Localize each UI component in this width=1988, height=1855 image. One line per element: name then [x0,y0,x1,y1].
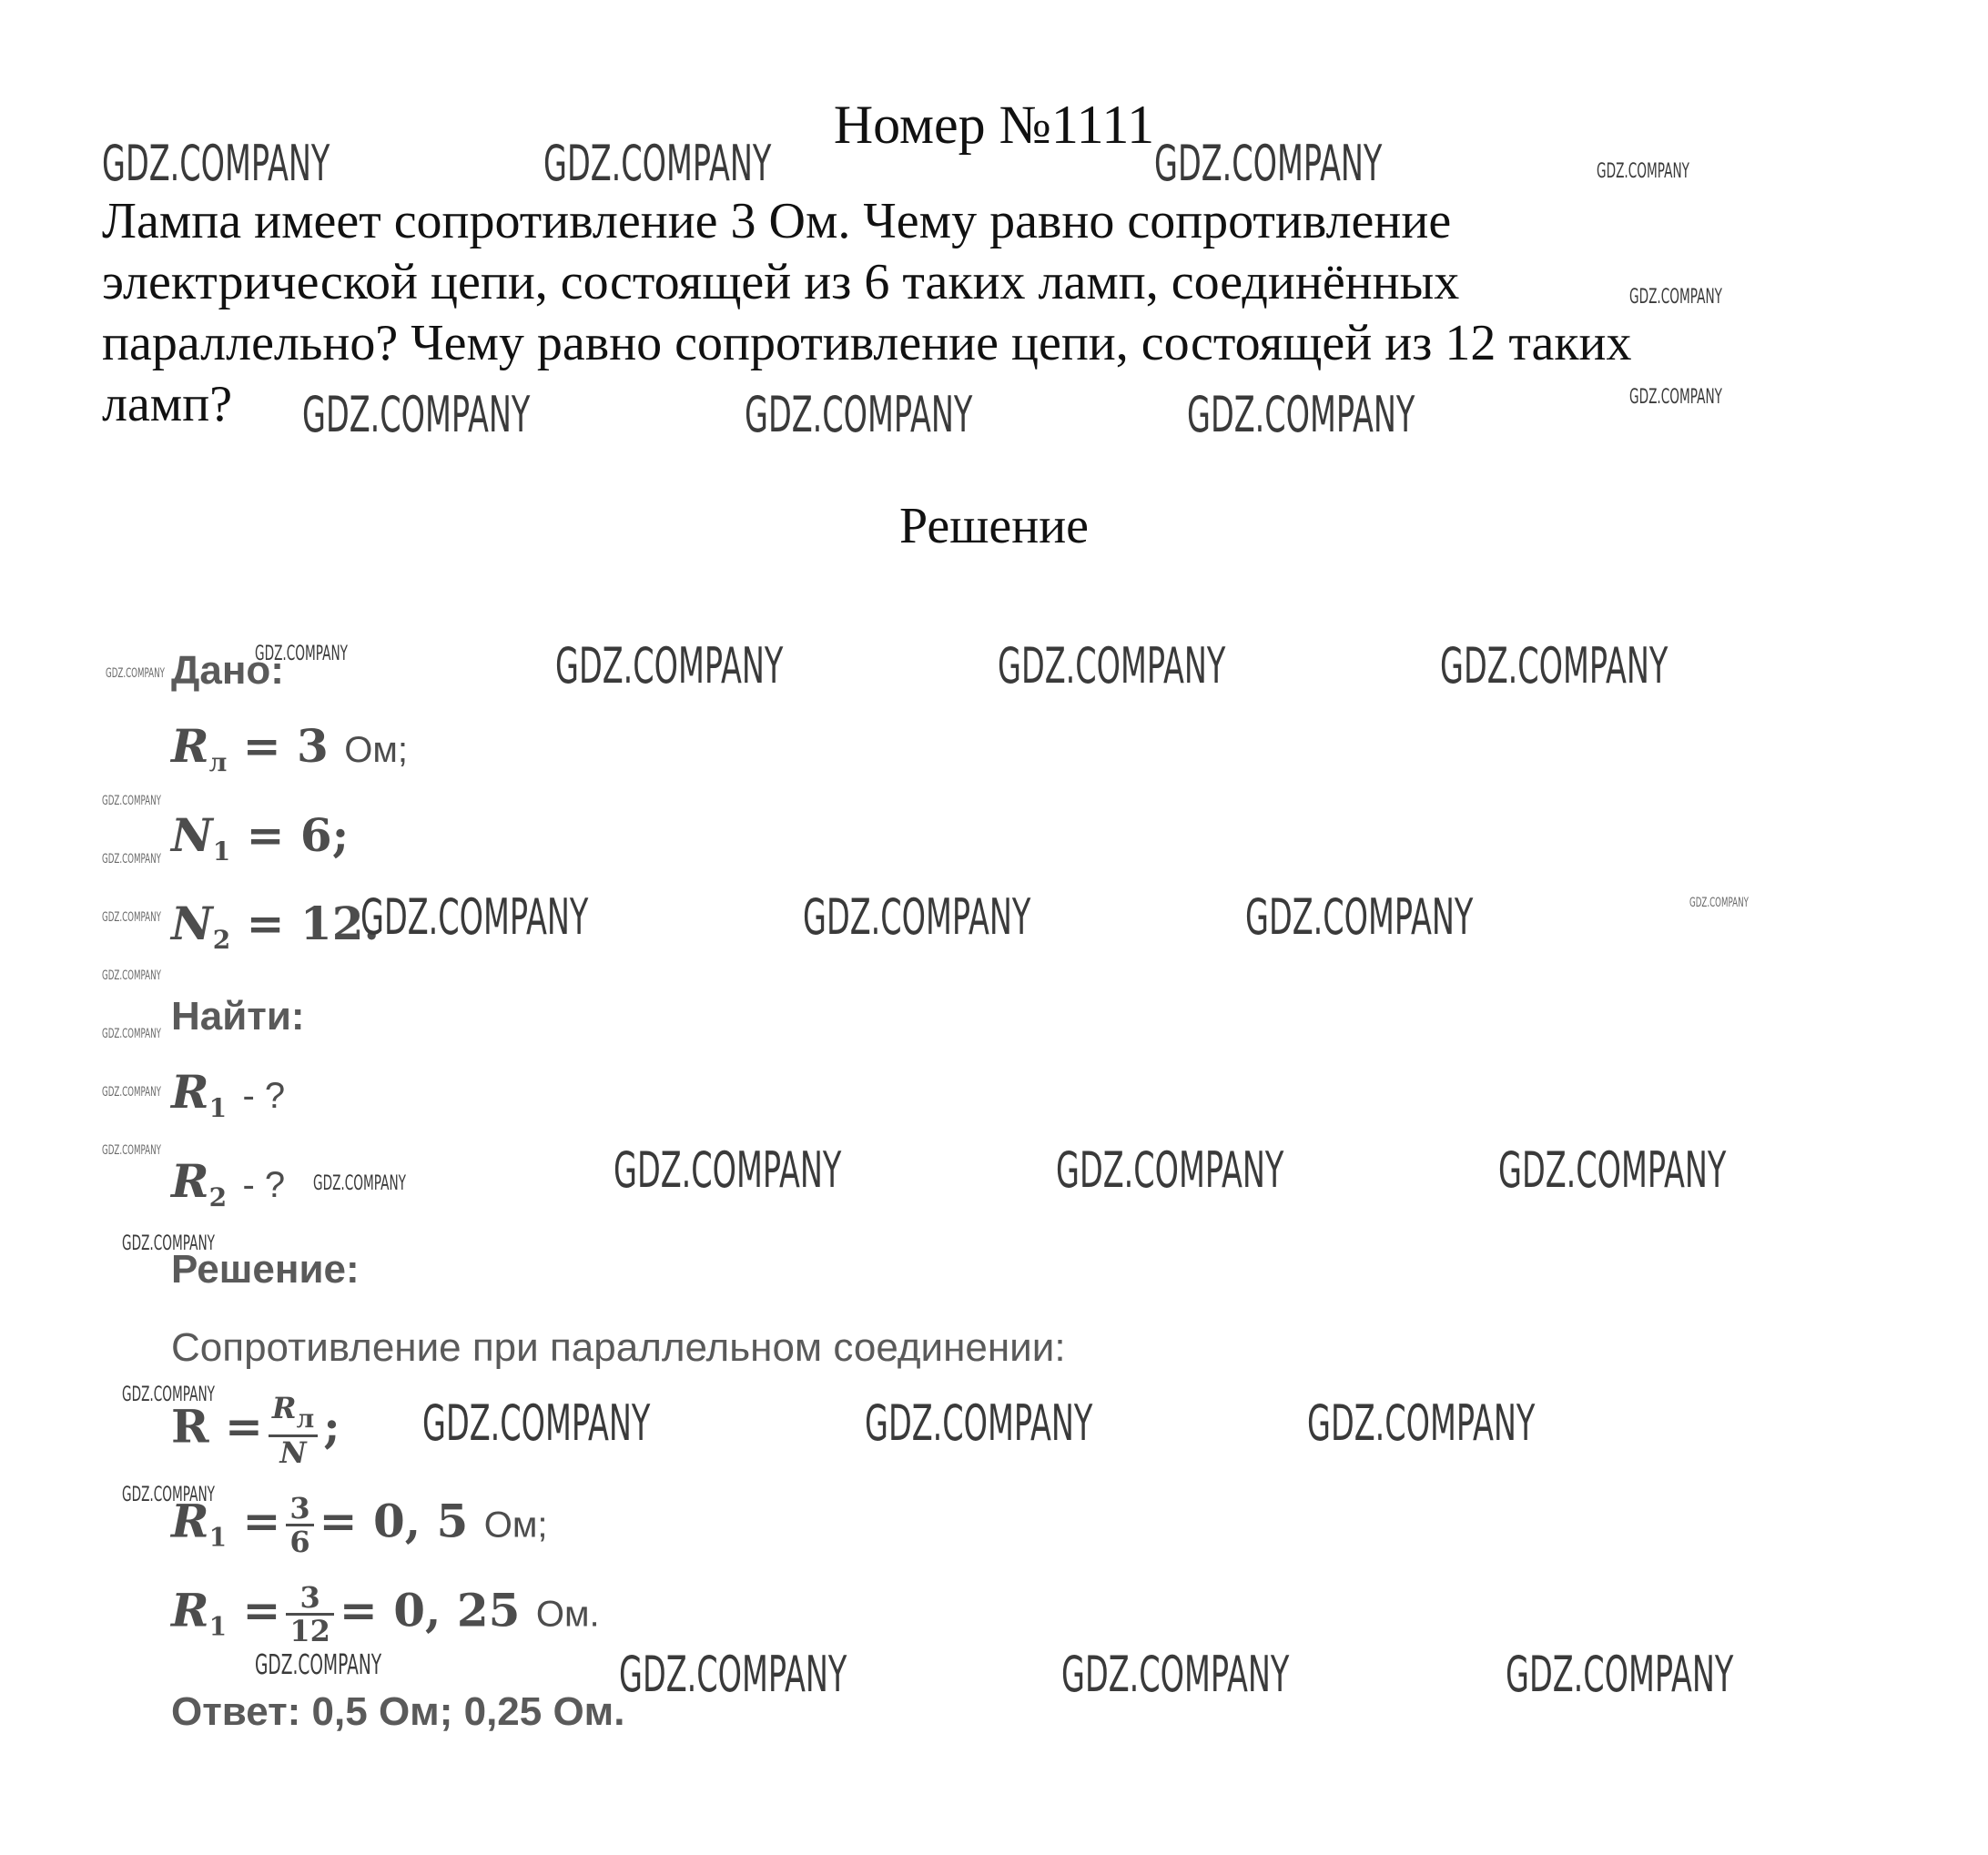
watermark: GDZ.COMPANY [1498,1141,1727,1199]
r2-fraction: $\frac{3}{12}$ [286,1582,334,1647]
answer: Ответ: 0,5 Ом; 0,25 Ом. [171,1689,625,1734]
problem-line: ламп? [102,376,233,432]
solution-r2: $R_1$ = $\frac{3}{12}$ = 0, 25 Ом. [171,1580,600,1648]
given-n2: $N_2 = 12$. [171,897,380,955]
watermark: GDZ.COMPANY [998,637,1226,694]
r1-fraction: $\frac{3}{6}$ [286,1493,313,1557]
watermark: GDZ.COMPANY [1597,160,1690,183]
page-title: Номер №1111 [833,95,1155,155]
find-r2: $R_2$ - ? [171,1154,286,1212]
watermark: GDZ.COMPANY [360,888,589,946]
watermark: GDZ.COMPANY [543,135,772,192]
watermark: GDZ.COMPANY [803,888,1031,946]
watermark: GDZ.COMPANY [102,794,161,808]
watermark: GDZ.COMPANY [302,386,531,443]
given-label: Дано: [171,648,284,693]
watermark: GDZ.COMPANY [102,1085,161,1100]
watermark: GDZ.COMPANY [1506,1646,1734,1703]
problem-line: Лампа имеет сопротивление 3 Ом. Чему равно сопротивление [102,193,1452,249]
watermark: GDZ.COMPANY [422,1394,651,1452]
solution-label: Решение: [171,1247,360,1292]
watermark: GDZ.COMPANY [102,852,161,867]
find-label: Найти: [171,994,305,1039]
find-r1: $R_1$ - ? [171,1065,286,1123]
watermark: GDZ.COMPANY [1440,637,1668,694]
watermark: GDZ.COMPANY [102,1027,161,1041]
watermark: GDZ.COMPANY [1187,386,1415,443]
given-r-lamp: $R_л = 3$ Ом; [171,719,408,777]
watermark: GDZ.COMPANY [313,1172,407,1195]
watermark: GDZ.COMPANY [255,1649,382,1681]
watermark: GDZ.COMPANY [122,1484,216,1506]
problem-line: параллельно? Чему равно сопротивление цепи, состоящей из 12 таких [102,315,1632,371]
watermark: GDZ.COMPANY [865,1394,1093,1452]
watermark: GDZ.COMPANY [555,637,784,694]
watermark: GDZ.COMPANY [1307,1394,1536,1452]
watermark: GDZ.COMPANY [1154,135,1383,192]
watermark: GDZ.COMPANY [106,666,165,681]
watermark: GDZ.COMPANY [1629,386,1723,409]
solution-formula: R = $\frac{R_л}{N}$ ; [171,1391,340,1470]
problem-line: электрической цепи, состоящей из 6 таких ламп, соединённых [102,254,1460,310]
given-n1: $N_1 = 6$; [171,808,350,867]
watermark: GDZ.COMPANY [102,1143,161,1158]
watermark: GDZ.COMPANY [1056,1141,1284,1199]
solution-text: Сопротивление при параллельном соединении: [171,1325,1066,1370]
solution-r1: $R_1$ = $\frac{3}{6}$ = 0, 5 Ом; [171,1491,548,1559]
watermark: GDZ.COMPANY [122,1384,216,1406]
watermark: GDZ.COMPANY [1629,286,1723,309]
watermark: GDZ.COMPANY [102,968,161,983]
watermark: GDZ.COMPANY [102,135,330,192]
watermark: GDZ.COMPANY [122,1232,216,1255]
watermark: GDZ.COMPANY [1689,896,1749,910]
watermark: GDZ.COMPANY [745,386,973,443]
watermark: GDZ.COMPANY [255,643,349,665]
watermark: GDZ.COMPANY [1061,1646,1290,1703]
watermark: GDZ.COMPANY [102,910,161,925]
watermark: GDZ.COMPANY [619,1646,847,1703]
watermark: GDZ.COMPANY [1245,888,1474,946]
watermark: GDZ.COMPANY [614,1141,842,1199]
formula-fraction: $\frac{R_л}{N}$ [269,1393,318,1468]
solution-heading: Решение [898,498,1090,554]
